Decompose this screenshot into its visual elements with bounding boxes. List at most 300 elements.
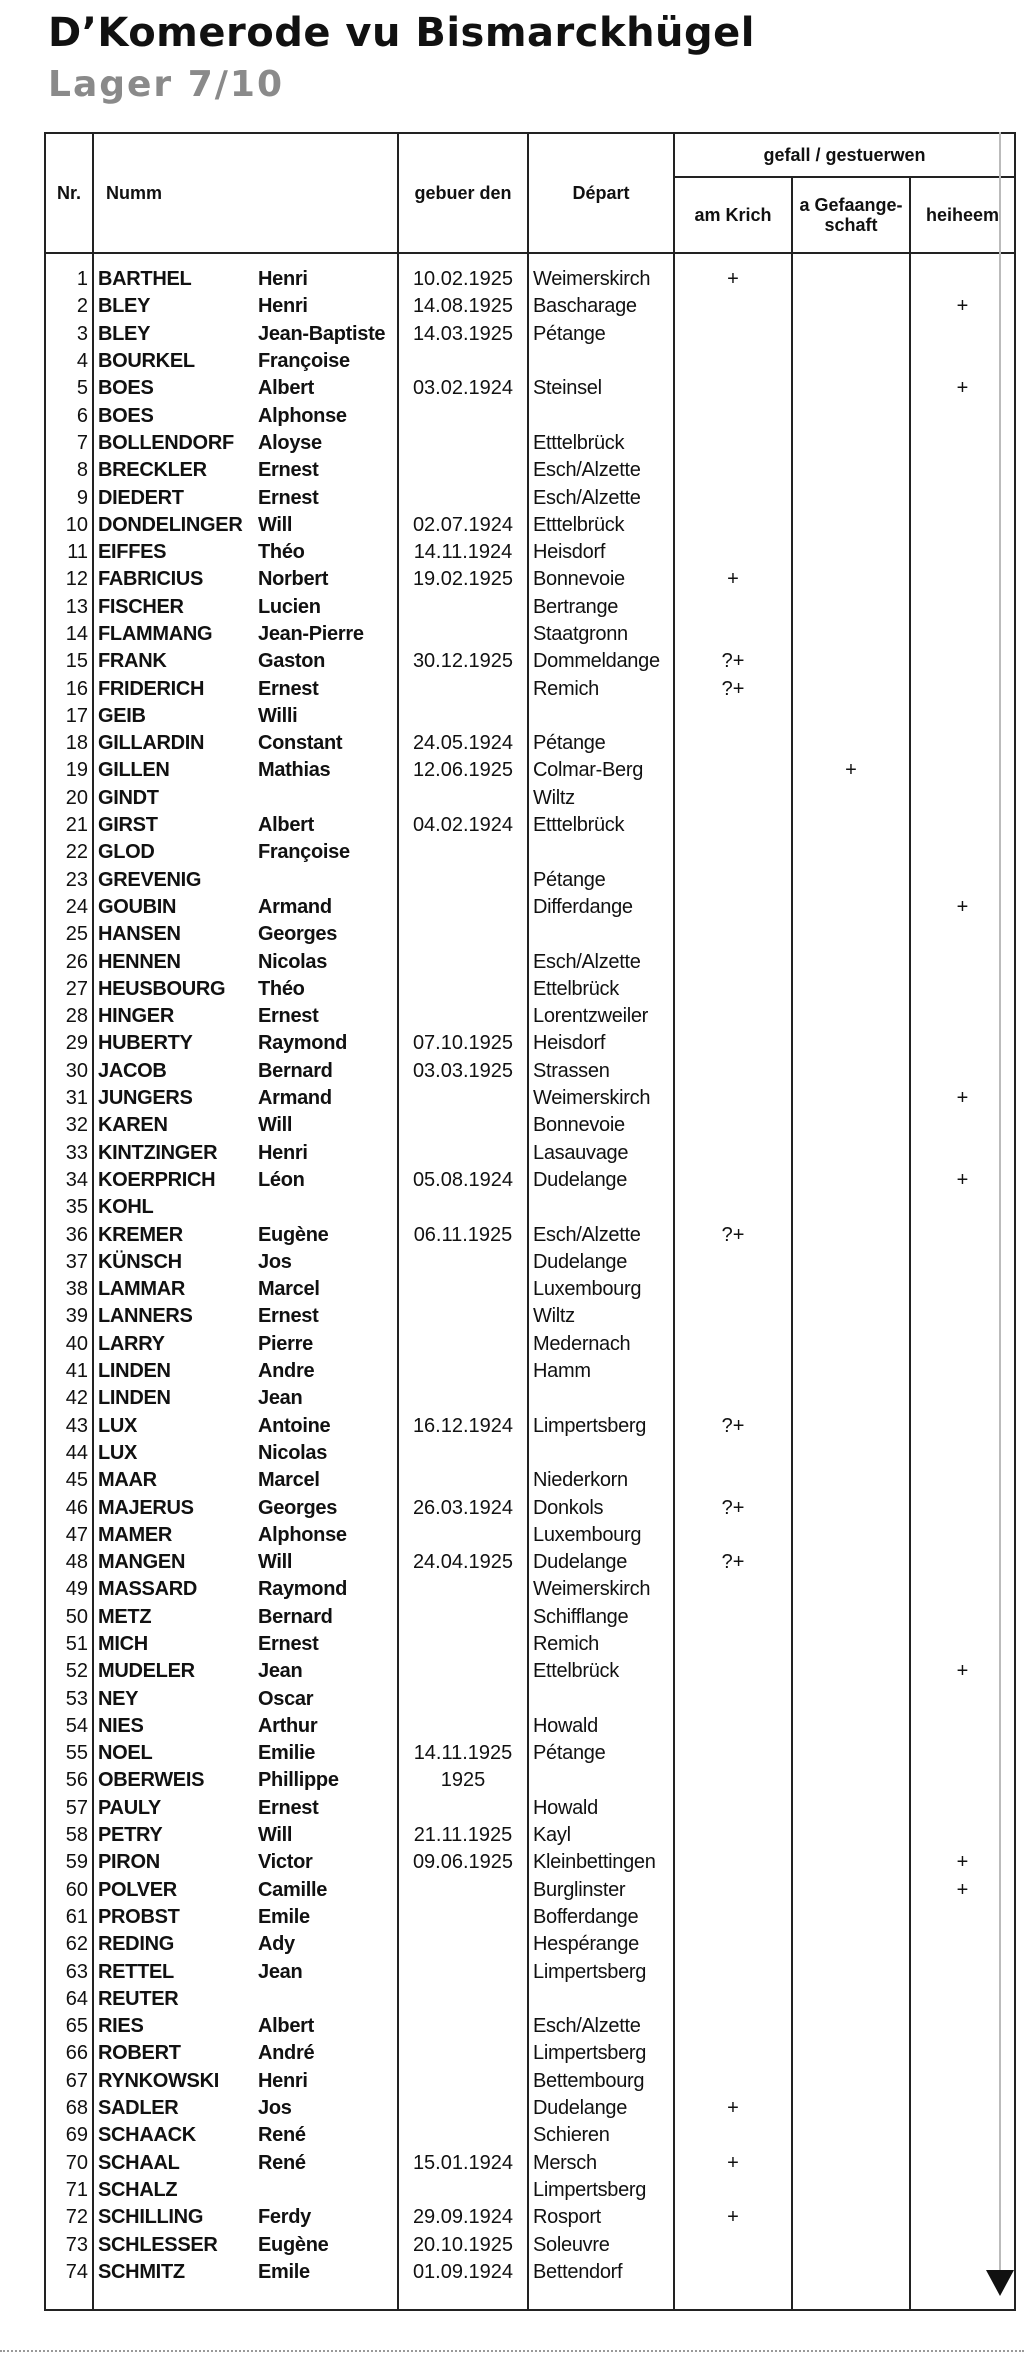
mark-gefaangeschaft — [792, 2149, 910, 2176]
table-row — [45, 1276, 1015, 1303]
row-number: 65 — [45, 2013, 93, 2040]
header-nr: Nr. — [45, 133, 93, 253]
row-name — [93, 1904, 398, 1931]
birth-date: 14.08.1925 — [398, 293, 528, 320]
mark-am-krich — [674, 1822, 792, 1849]
last-name: FISCHER — [98, 595, 184, 618]
last-name: HANSEN — [98, 923, 181, 946]
mark-am-krich — [674, 1440, 792, 1467]
table-row — [45, 2231, 1015, 2258]
departure-place: Pétange — [528, 321, 674, 348]
row-name — [93, 512, 398, 539]
table-row — [45, 2204, 1015, 2231]
departure-place: Limpertsberg — [528, 1958, 674, 1985]
mark-am-krich — [674, 1085, 792, 1112]
row-name — [93, 1467, 398, 1494]
first-name: Marcel — [258, 1278, 320, 1301]
table-row — [45, 321, 1015, 348]
table-row — [45, 1849, 1015, 1876]
first-name: Ernest — [258, 459, 319, 482]
mark-am-krich — [674, 1767, 792, 1794]
last-name: SCHAAL — [98, 2151, 180, 2174]
mark-am-krich — [674, 1931, 792, 1958]
birth-date: 10.02.1925 — [398, 253, 528, 293]
birth-date: 04.02.1924 — [398, 812, 528, 839]
table-row — [45, 512, 1015, 539]
last-name: HUBERTY — [98, 1032, 193, 1055]
table-row — [45, 1058, 1015, 1085]
birth-date: 26.03.1924 — [398, 1494, 528, 1521]
birth-date — [398, 402, 528, 429]
first-name: Bernard — [258, 1605, 333, 1628]
mark-am-krich — [674, 1849, 792, 1876]
first-name: René — [258, 2124, 306, 2147]
birth-date — [398, 1331, 528, 1358]
mark-am-krich — [674, 1958, 792, 1985]
mark-gefaangeschaft — [792, 1412, 910, 1439]
table-row — [45, 1822, 1015, 1849]
mark-am-krich — [674, 1713, 792, 1740]
row-name — [93, 867, 398, 894]
first-name: Françoise — [258, 841, 350, 864]
row-name — [93, 2177, 398, 2204]
row-number: 10 — [45, 512, 93, 539]
row-name — [93, 293, 398, 320]
row-name — [93, 2149, 398, 2176]
mark-am-krich — [674, 839, 792, 866]
table-row — [45, 1931, 1015, 1958]
birth-date — [398, 675, 528, 702]
first-name: Alphonse — [258, 1523, 347, 1546]
birth-date: 21.11.1925 — [398, 1822, 528, 1849]
table-row — [45, 730, 1015, 757]
last-name: POLVER — [98, 1878, 177, 1901]
row-number: 17 — [45, 703, 93, 730]
first-name: Ernest — [258, 1305, 319, 1328]
row-name — [93, 2231, 398, 2258]
row-number: 26 — [45, 948, 93, 975]
row-number: 4 — [45, 348, 93, 375]
row-name — [93, 839, 398, 866]
last-name: KOERPRICH — [98, 1168, 216, 1191]
departure-place: Bonnevoie — [528, 566, 674, 593]
first-name: Phillippe — [258, 1769, 339, 1792]
birth-date — [398, 2040, 528, 2067]
page-title: D’Komerode vu Bismarckhügel — [48, 10, 755, 56]
mark-gefaangeschaft — [792, 1576, 910, 1603]
birth-date: 14.11.1924 — [398, 539, 528, 566]
departure-place: Luxembourg — [528, 1276, 674, 1303]
first-name: Emilie — [258, 1742, 316, 1765]
first-name: Antoine — [258, 1414, 331, 1437]
row-name — [93, 484, 398, 511]
departure-place — [528, 703, 674, 730]
birth-date — [398, 1276, 528, 1303]
first-name: Théo — [258, 977, 305, 1000]
table-row — [45, 1986, 1015, 2013]
first-name: André — [258, 2042, 315, 2065]
row-name — [93, 1003, 398, 1030]
departure-place: Esch/Alzette — [528, 2013, 674, 2040]
row-name — [93, 1494, 398, 1521]
departure-place: Bettendorf — [528, 2259, 674, 2310]
row-number: 48 — [45, 1549, 93, 1576]
table-row — [45, 1958, 1015, 1985]
table-row — [45, 1467, 1015, 1494]
mark-gefaangeschaft — [792, 1904, 910, 1931]
mark-am-krich: + — [674, 2095, 792, 2122]
table-row — [45, 1631, 1015, 1658]
departure-place: Lorentzweiler — [528, 1003, 674, 1030]
row-number: 68 — [45, 2095, 93, 2122]
first-name: Françoise — [258, 350, 350, 373]
table-row — [45, 566, 1015, 593]
birth-date — [398, 1685, 528, 1712]
table-row — [45, 1713, 1015, 1740]
first-name: Eugène — [258, 1223, 329, 1246]
mark-am-krich — [674, 1631, 792, 1658]
row-name — [93, 1385, 398, 1412]
mark-gefaangeschaft — [792, 2231, 910, 2258]
mark-heiheem: + — [910, 1849, 1015, 1876]
first-name: Ernest — [258, 677, 319, 700]
row-number: 2 — [45, 293, 93, 320]
mark-gefaangeschaft — [792, 867, 910, 894]
last-name: METZ — [98, 1605, 152, 1628]
mark-am-krich — [674, 375, 792, 402]
table-row — [45, 1385, 1015, 1412]
birth-date — [398, 1467, 528, 1494]
row-number: 70 — [45, 2149, 93, 2176]
birth-date — [398, 1112, 528, 1139]
birth-date — [398, 1986, 528, 2013]
last-name: KAREN — [98, 1114, 168, 1137]
birth-date — [398, 2122, 528, 2149]
birth-date — [398, 621, 528, 648]
departure-place: Esch/Alzette — [528, 457, 674, 484]
mark-am-krich: + — [674, 2204, 792, 2231]
birth-date — [398, 457, 528, 484]
first-name: Will — [258, 1551, 293, 1574]
row-number: 39 — [45, 1303, 93, 1330]
departure-place — [528, 348, 674, 375]
last-name: MICH — [98, 1632, 148, 1655]
mark-gefaangeschaft — [792, 1822, 910, 1849]
mark-am-krich — [674, 2231, 792, 2258]
last-name: MUDELER — [98, 1660, 195, 1683]
mark-am-krich — [674, 1795, 792, 1822]
last-name: HEUSBOURG — [98, 977, 226, 1000]
mark-am-krich — [674, 402, 792, 429]
row-number: 72 — [45, 2204, 93, 2231]
row-number: 23 — [45, 867, 93, 894]
mark-gefaangeschaft — [792, 948, 910, 975]
mark-gefaangeschaft — [792, 1331, 910, 1358]
first-name: Will — [258, 1114, 293, 1137]
mark-am-krich — [674, 1740, 792, 1767]
table-row — [45, 1522, 1015, 1549]
mark-am-krich — [674, 2068, 792, 2095]
mark-gefaangeschaft — [792, 1194, 910, 1221]
mark-am-krich — [674, 1522, 792, 1549]
mark-gefaangeschaft — [792, 1221, 910, 1248]
birth-date — [398, 976, 528, 1003]
table-row — [45, 1795, 1015, 1822]
row-name — [93, 675, 398, 702]
first-name: Emile — [258, 2260, 310, 2283]
table-row — [45, 253, 1015, 293]
row-name — [93, 1658, 398, 1685]
mark-am-krich — [674, 1358, 792, 1385]
table-row — [45, 2040, 1015, 2067]
departure-place — [528, 402, 674, 429]
birth-date: 12.06.1925 — [398, 757, 528, 784]
birth-date: 09.06.1925 — [398, 1849, 528, 1876]
first-name: Marcel — [258, 1469, 320, 1492]
row-number: 64 — [45, 1986, 93, 2013]
table-row — [45, 2149, 1015, 2176]
mark-am-krich: ?+ — [674, 1412, 792, 1439]
row-number: 8 — [45, 457, 93, 484]
mark-am-krich: ?+ — [674, 1549, 792, 1576]
birth-date — [398, 1194, 528, 1221]
last-name: PAULY — [98, 1796, 161, 1819]
row-number: 41 — [45, 1358, 93, 1385]
departure-place — [528, 1194, 674, 1221]
mark-am-krich — [674, 293, 792, 320]
mark-am-krich — [674, 594, 792, 621]
mark-am-krich — [674, 976, 792, 1003]
mark-gefaangeschaft — [792, 1358, 910, 1385]
last-name: NIES — [98, 1714, 144, 1737]
row-number: 27 — [45, 976, 93, 1003]
header-gefaangeschaft: a Gefaange-schaft — [792, 177, 910, 253]
mark-am-krich: ?+ — [674, 1494, 792, 1521]
last-name: NOEL — [98, 1742, 153, 1765]
last-name: SCHLESSER — [98, 2233, 218, 2256]
row-number: 7 — [45, 430, 93, 457]
mark-am-krich — [674, 703, 792, 730]
mark-gefaangeschaft — [792, 2122, 910, 2149]
departure-place: Kleinbettingen — [528, 1849, 674, 1876]
row-name — [93, 648, 398, 675]
departure-place — [528, 1685, 674, 1712]
table-row — [45, 1658, 1015, 1685]
arrow-down-icon — [986, 2270, 1014, 2296]
first-name: Henri — [258, 2069, 308, 2092]
last-name: GIRST — [98, 814, 158, 837]
first-name: Willi — [258, 704, 298, 727]
row-number: 29 — [45, 1030, 93, 1057]
departure-place: Etttelbrück — [528, 812, 674, 839]
table-row — [45, 2177, 1015, 2204]
first-name: Raymond — [258, 1578, 348, 1601]
table-row — [45, 539, 1015, 566]
table-row — [45, 1877, 1015, 1904]
table-row — [45, 1494, 1015, 1521]
birth-date: 1925 — [398, 1767, 528, 1794]
first-name: Camille — [258, 1878, 328, 1901]
mark-gefaangeschaft — [792, 1877, 910, 1904]
departure-place: Bonnevoie — [528, 1112, 674, 1139]
row-number: 58 — [45, 1822, 93, 1849]
birth-date: 14.11.1925 — [398, 1740, 528, 1767]
last-name: PROBST — [98, 1905, 180, 1928]
row-number: 33 — [45, 1140, 93, 1167]
first-name: Norbert — [258, 568, 329, 591]
last-name: MASSARD — [98, 1578, 198, 1601]
mark-heiheem: + — [910, 375, 1015, 402]
mark-heiheem: + — [910, 1085, 1015, 1112]
table-row — [45, 430, 1015, 457]
row-name — [93, 1221, 398, 1248]
table-row — [45, 2259, 1015, 2310]
first-name: Théo — [258, 541, 305, 564]
first-name: Ernest — [258, 486, 319, 509]
table-row — [45, 812, 1015, 839]
row-number: 11 — [45, 539, 93, 566]
mark-gefaangeschaft — [792, 2013, 910, 2040]
row-number: 69 — [45, 2122, 93, 2149]
last-name: LINDEN — [98, 1360, 171, 1383]
mark-gefaangeschaft — [792, 2259, 910, 2310]
last-name: JUNGERS — [98, 1087, 193, 1110]
mark-gefaangeschaft — [792, 894, 910, 921]
departure-place: Howald — [528, 1713, 674, 1740]
mark-am-krich — [674, 948, 792, 975]
mark-gefaangeschaft — [792, 1494, 910, 1521]
row-name — [93, 1795, 398, 1822]
first-name: Albert — [258, 814, 314, 837]
mark-heiheem: + — [910, 1167, 1015, 1194]
row-name — [93, 2040, 398, 2067]
departure-place: Pétange — [528, 867, 674, 894]
row-name — [93, 1685, 398, 1712]
header-gebuer: gebuer den — [398, 133, 528, 253]
row-number: 67 — [45, 2068, 93, 2095]
last-name: RETTEL — [98, 1960, 174, 1983]
row-name — [93, 621, 398, 648]
table-row — [45, 594, 1015, 621]
birth-date — [398, 894, 528, 921]
row-name — [93, 1058, 398, 1085]
last-name: GREVENIG — [98, 868, 202, 891]
mark-am-krich: + — [674, 253, 792, 293]
departure-place — [528, 839, 674, 866]
mark-gefaangeschaft — [792, 1795, 910, 1822]
departure-place: Hamm — [528, 1358, 674, 1385]
mark-gefaangeschaft — [792, 1167, 910, 1194]
birth-date — [398, 1358, 528, 1385]
mark-gefaangeschaft — [792, 1003, 910, 1030]
row-number: 56 — [45, 1767, 93, 1794]
departure-place: Wiltz — [528, 1303, 674, 1330]
mark-am-krich — [674, 867, 792, 894]
last-name: MAMER — [98, 1523, 173, 1546]
last-name: FRANK — [98, 650, 167, 673]
last-name: LANNERS — [98, 1305, 193, 1328]
mark-gefaangeschaft: + — [792, 757, 910, 784]
departure-place: Limpertsberg — [528, 1412, 674, 1439]
row-name — [93, 1986, 398, 2013]
last-name: GEIB — [98, 704, 146, 727]
departure-place: Remich — [528, 675, 674, 702]
mark-gefaangeschaft — [792, 1276, 910, 1303]
birth-date: 20.10.1925 — [398, 2231, 528, 2258]
mark-am-krich — [674, 1276, 792, 1303]
row-name — [93, 976, 398, 1003]
row-number: 43 — [45, 1412, 93, 1439]
last-name: BOES — [98, 377, 154, 400]
row-number: 73 — [45, 2231, 93, 2258]
last-name: SADLER — [98, 2097, 179, 2120]
mark-gefaangeschaft — [792, 1303, 910, 1330]
mark-am-krich — [674, 1303, 792, 1330]
birth-date: 14.03.1925 — [398, 321, 528, 348]
departure-place: Heisdorf — [528, 1030, 674, 1057]
departure-place: Etttelbrück — [528, 430, 674, 457]
departure-place: Hespérange — [528, 1931, 674, 1958]
birth-date: 24.05.1924 — [398, 730, 528, 757]
departure-place: Rosport — [528, 2204, 674, 2231]
first-name: Henri — [258, 295, 308, 318]
table-row — [45, 1085, 1015, 1112]
row-number: 1 — [45, 253, 93, 293]
mark-gefaangeschaft — [792, 1030, 910, 1057]
last-name: BOES — [98, 404, 154, 427]
last-name: GINDT — [98, 786, 159, 809]
first-name: Pierre — [258, 1332, 313, 1355]
mark-am-krich — [674, 430, 792, 457]
row-name — [93, 1822, 398, 1849]
birth-date — [398, 1003, 528, 1030]
birth-date — [398, 1303, 528, 1330]
departure-place: Limpertsberg — [528, 2177, 674, 2204]
mark-am-krich — [674, 1249, 792, 1276]
birth-date — [398, 1795, 528, 1822]
last-name: RIES — [98, 2015, 144, 2038]
birth-date — [398, 703, 528, 730]
departure-place: Dudelange — [528, 1249, 674, 1276]
table-row — [45, 1194, 1015, 1221]
header-am-krich: am Krich — [674, 177, 792, 253]
row-number: 32 — [45, 1112, 93, 1139]
header-row-group — [45, 133, 1015, 177]
row-number: 13 — [45, 594, 93, 621]
birth-date — [398, 1713, 528, 1740]
first-name: Will — [258, 513, 293, 536]
table-row — [45, 1904, 1015, 1931]
mark-am-krich — [674, 457, 792, 484]
table-row — [45, 1331, 1015, 1358]
departure-place: Limpertsberg — [528, 2040, 674, 2067]
last-name: FABRICIUS — [98, 568, 204, 591]
table-row — [45, 948, 1015, 975]
mark-gefaangeschaft — [792, 785, 910, 812]
birth-date — [398, 839, 528, 866]
birth-date — [398, 1085, 528, 1112]
last-name: KREMER — [98, 1223, 183, 1246]
departure-place: Burglinster — [528, 1877, 674, 1904]
departure-place: Dommeldange — [528, 648, 674, 675]
mark-gefaangeschaft — [792, 1958, 910, 1985]
row-number: 52 — [45, 1658, 93, 1685]
mark-am-krich — [674, 1194, 792, 1221]
first-name: Gaston — [258, 650, 326, 673]
mark-am-krich — [674, 2040, 792, 2067]
row-name — [93, 321, 398, 348]
row-number: 46 — [45, 1494, 93, 1521]
